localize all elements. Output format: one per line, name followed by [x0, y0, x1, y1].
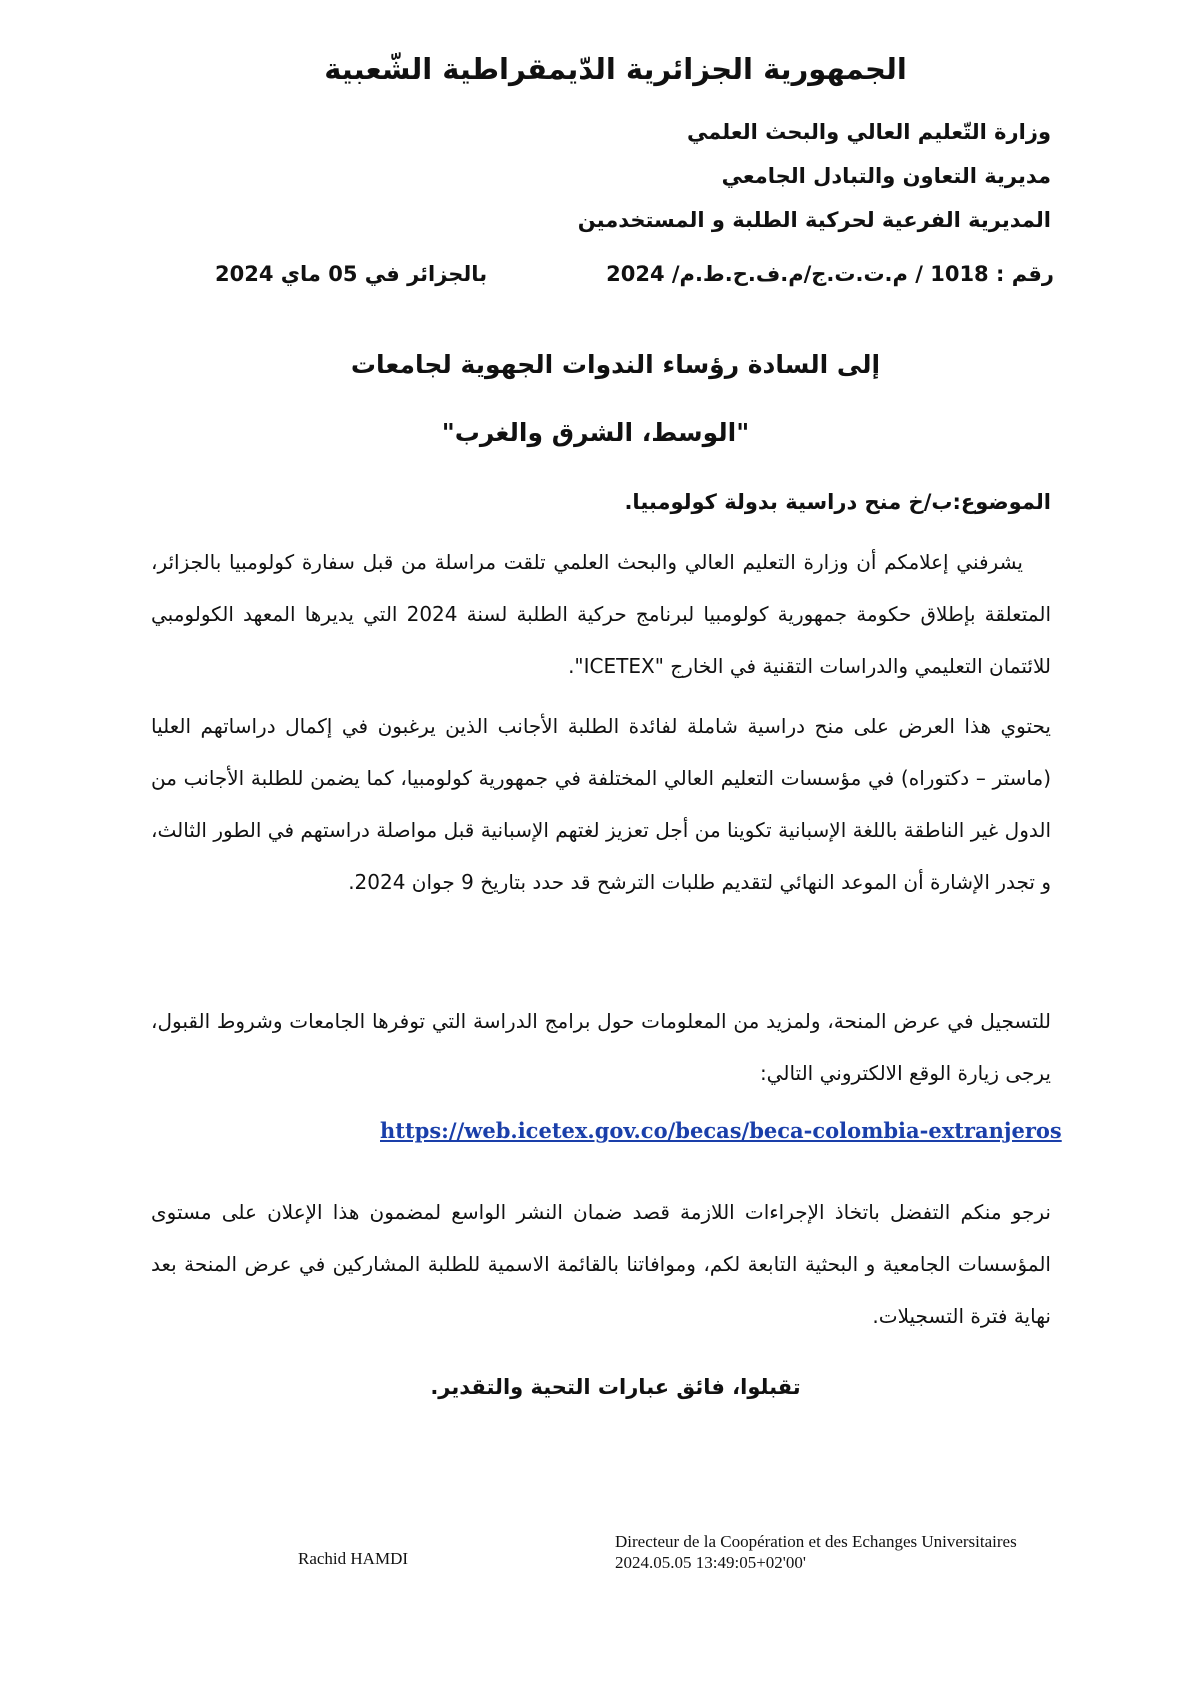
- signer-name: Rachid HAMDI: [298, 1549, 409, 1568]
- republic-heading: الجمهورية الجزائرية الدّيمقراطية الشّعبية: [324, 52, 907, 86]
- body-paragraph-3: للتسجيل في عرض المنحة، ولمزيد من المعلومات حول برامج الدراسة التي توفرها الجامعات وشروط القبول، يرجى زيارة الوقع الالكتروني التالي:: [151, 1009, 1051, 1085]
- recipient-line-2: "الوسط، الشرق والغرب": [441, 418, 750, 447]
- recipient-line-1: إلى السادة رؤساء الندوات الجهوية لجامعات: [350, 350, 881, 379]
- icetex-link[interactable]: https://web.icetex.gov.co/becas/beca-colombia-extranjeros: [380, 1118, 1062, 1143]
- closing-line: تقبلوا، فائق عبارات التحية والتقدير.: [430, 1375, 801, 1399]
- body-paragraph-4: نرجو منكم التفضل باتخاذ الإجراءات اللازمة قصد ضمان النشر الواسع لمضمون هذا الإعلان على مستوى المؤسسات الجامعية و البحثية التابعة لكم، وموافاتنا بالقائمة الاسمية للطلبة المشاركين في عرض المنحة بعد نهاية فترة التسجيلات.: [151, 1200, 1051, 1328]
- digital-signature-block: [615, 1531, 1017, 1573]
- body-paragraph-2: يحتوي هذا العرض على منح دراسية شاملة لفائدة الطلبة الأجانب الذين يرغبون في إكمال دراساتهم العليا (ماستر – دكتوراه) في مؤسسات التعليم العالي المختلفة في جمهورية كولومبيا، كما يضمن للطلبة الأجانب من الدول غير الناطقة باللغة الإسبانية تكوينا من أجل تعزيز لغتهم الإسبانية قبل مواصلة دراستهم في الطور الثالث، و تجدر الإشارة أن الموعد النهائي لتقديم طلبات الترشح قد حدد بتاريخ 9 جوان 2024.: [151, 714, 1051, 894]
- signer-title: Directeur de la Coopération et des Echanges Universitaires: [615, 1532, 1017, 1551]
- letterhead: [351, 110, 1051, 242]
- ministry-name: وزارة التّعليم العالي والبحث العلمي: [686, 120, 1051, 144]
- body-paragraph-1: يشرفني إعلامكم أن وزارة التعليم العالي والبحث العلمي تلقت مراسلة من قبل سفارة كولومبيا بالجزائر، المتعلقة بإطلاق حكومة جمهورية كولومبيا لبرنامج حركية الطلبة لسنة 2024 التي يديرها المعهد الكولومبي للائتمان التعليمي والدراسات التقنية في الخارج "ICETEX".: [151, 550, 1051, 678]
- link-row: [380, 1118, 1062, 1143]
- reference-number: رقم : 1018 / م.ت.ت.ج/م.ف.ح.ط.م/ 2024: [606, 262, 1054, 286]
- subject-line: الموضوع:ب/خ منح دراسية بدولة كولومبيا.: [624, 490, 1051, 514]
- sub-directorate-name: المديرية الفرعية لحركية الطلبة و المستخدمين: [577, 208, 1051, 232]
- signature-timestamp: 2024.05.05 13:49:05+02'00': [615, 1553, 806, 1572]
- letter-date: بالجزائر في 05 ماي 2024: [215, 262, 488, 286]
- directorate-name: مديرية التعاون والتبادل الجامعي: [721, 164, 1051, 188]
